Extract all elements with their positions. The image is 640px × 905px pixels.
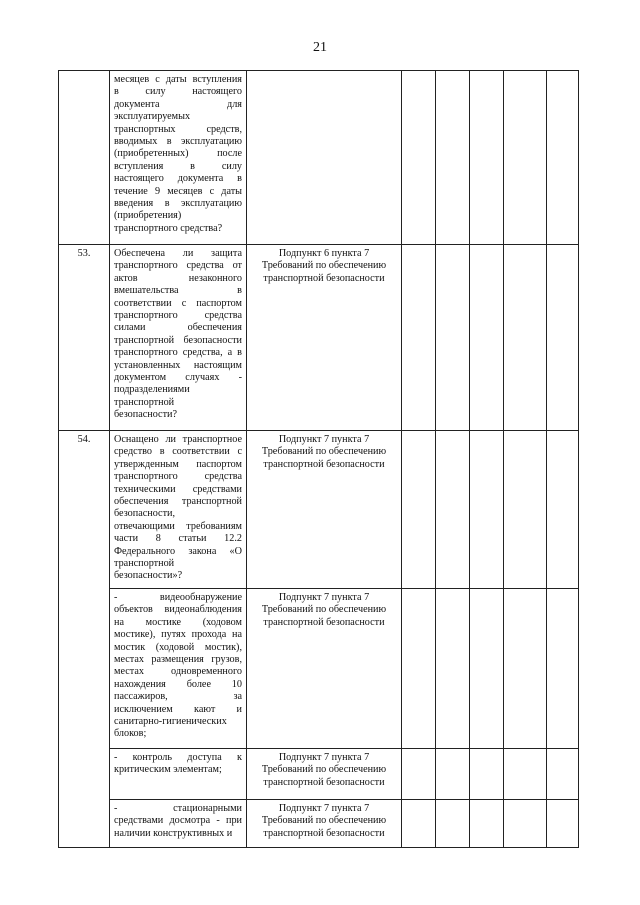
table-row bbox=[59, 589, 579, 749]
question-text-line: пассажиров, за bbox=[114, 691, 242, 703]
blank-cell bbox=[402, 71, 436, 245]
question-text-line: транспортного средства, а в bbox=[114, 347, 242, 359]
question-text-line: санитарно-гигиенических bbox=[114, 716, 227, 728]
question-text-line: вводимых в эксплуатацию bbox=[114, 136, 242, 148]
blank-cell bbox=[470, 71, 504, 245]
blank-cell bbox=[547, 589, 579, 749]
item-number: 53. bbox=[77, 248, 91, 259]
question-cell bbox=[110, 71, 247, 245]
question-text-line: введения в эксплуатацию bbox=[114, 198, 242, 210]
question-text-line: актов незаконного bbox=[114, 272, 242, 284]
blank-cell bbox=[470, 431, 504, 589]
question-text-line: подразделениями bbox=[114, 384, 190, 396]
question-text-line: безопасности, bbox=[114, 508, 176, 520]
blank-cell bbox=[402, 431, 436, 589]
blank-cell bbox=[504, 749, 547, 800]
blank-cell bbox=[504, 431, 547, 589]
blank-cell bbox=[402, 800, 436, 848]
question-cell bbox=[110, 749, 247, 800]
blank-cell bbox=[547, 71, 579, 245]
requirement-text-line: Требований по обеспечению bbox=[261, 446, 387, 458]
question-text-line: транспортной безопасности bbox=[114, 334, 242, 346]
question-cell bbox=[110, 431, 247, 589]
requirement-cell bbox=[247, 71, 402, 245]
question-text-line: - видеообнаружение bbox=[114, 592, 242, 603]
question-text-line: местах размещения грузов, bbox=[114, 654, 242, 666]
blank-cell bbox=[470, 589, 504, 749]
requirement-text-line: Подпункт 7 пункта 7 bbox=[278, 434, 370, 445]
requirements-checklist-table bbox=[58, 70, 579, 848]
requirement-text-line: Подпункт 7 пункта 7 bbox=[278, 592, 370, 603]
question-text-line: транспортного средства от bbox=[114, 260, 242, 272]
question-text-line: (приобретения) bbox=[114, 210, 182, 222]
question-text-line: транспортного средства bbox=[114, 310, 242, 322]
item-number-cell bbox=[59, 245, 110, 431]
blank-cell bbox=[402, 749, 436, 800]
blank-cell bbox=[436, 245, 470, 431]
requirement-cell bbox=[247, 749, 402, 800]
question-text-line: критическим элементам; bbox=[114, 764, 222, 776]
question-text-line: утвержденным паспортом bbox=[114, 458, 242, 470]
question-text-line: отвечающими требованиям bbox=[114, 520, 242, 532]
requirement-text-line: транспортной безопасности bbox=[263, 272, 385, 284]
item-number-cell bbox=[59, 71, 110, 245]
blank-cell bbox=[547, 800, 579, 848]
blank-cell bbox=[436, 749, 470, 800]
question-text-line: эксплуатируемых bbox=[114, 111, 191, 123]
question-text-line: вступления в силу bbox=[114, 160, 242, 172]
question-text-line: документа для bbox=[114, 98, 242, 110]
item-number: 54. bbox=[77, 434, 91, 445]
question-text-line: (приобретенных) после bbox=[114, 148, 242, 160]
question-text-line: мостик (ходовой мостик), bbox=[114, 641, 242, 653]
question-text-line: установленных настоящим bbox=[114, 359, 242, 371]
question-text-line: - контроль доступа к bbox=[114, 752, 242, 763]
question-text-line: месяцев с даты вступления bbox=[114, 74, 242, 85]
blank-cell bbox=[402, 589, 436, 749]
requirement-text-line: транспортной безопасности bbox=[263, 776, 385, 788]
question-text-line: в силу настоящего bbox=[114, 86, 242, 98]
question-text-line: нахождения более 10 bbox=[114, 678, 242, 690]
question-text-line: течение 9 месяцев с даты bbox=[114, 185, 242, 197]
question-text-line: вмешательства в bbox=[114, 285, 242, 297]
question-text-line: транспортной bbox=[114, 396, 175, 408]
requirement-text-line: Требований по обеспечению bbox=[261, 604, 387, 616]
table-row bbox=[59, 749, 579, 800]
requirement-text-line: транспортной безопасности bbox=[263, 616, 385, 628]
blank-cell bbox=[504, 71, 547, 245]
requirement-cell bbox=[247, 800, 402, 848]
question-text-line: Оснащено ли транспортное bbox=[114, 434, 242, 445]
blank-cell bbox=[436, 589, 470, 749]
question-text-line: наличии конструктивных и bbox=[114, 827, 233, 839]
question-text-line: безопасности»? bbox=[114, 570, 183, 582]
blank-cell bbox=[470, 749, 504, 800]
question-text-line: части 8 статьи 12.2 bbox=[114, 533, 242, 545]
blank-cell bbox=[504, 245, 547, 431]
question-text-line: исключением кают и bbox=[114, 703, 242, 715]
question-text-line: техническими средствами bbox=[114, 483, 242, 495]
requirement-text-line: Требований по обеспечению bbox=[261, 815, 387, 827]
blank-cell bbox=[504, 800, 547, 848]
question-text-line: документом случаях - bbox=[114, 372, 242, 384]
question-text-line: транспортного средства? bbox=[114, 222, 223, 234]
table-row bbox=[59, 800, 579, 848]
blank-cell bbox=[470, 800, 504, 848]
requirement-text-line: Подпункт 6 пункта 7 bbox=[278, 248, 370, 259]
requirement-cell bbox=[247, 245, 402, 431]
question-text-line: средствами досмотра - при bbox=[114, 815, 242, 827]
item-number-cell bbox=[59, 431, 110, 848]
table-row bbox=[59, 71, 579, 245]
question-text-line: соответствии с паспортом bbox=[114, 297, 242, 309]
requirement-text-line: Требований по обеспечению bbox=[261, 764, 387, 776]
blank-cell bbox=[504, 589, 547, 749]
blank-cell bbox=[547, 749, 579, 800]
blank-cell bbox=[402, 245, 436, 431]
question-text-line: настоящего документа в bbox=[114, 173, 242, 185]
question-cell bbox=[110, 245, 247, 431]
blank-cell bbox=[436, 71, 470, 245]
blank-cell bbox=[436, 431, 470, 589]
question-text-line: обеспечения транспортной bbox=[114, 496, 242, 508]
question-text-line: средство в соответствии с bbox=[114, 446, 242, 458]
requirement-text-line: Подпункт 7 пункта 7 bbox=[278, 803, 370, 814]
blank-cell bbox=[547, 245, 579, 431]
page-number: 21 bbox=[313, 40, 327, 55]
question-text-line: безопасности? bbox=[114, 409, 177, 421]
question-text-line: транспортной bbox=[114, 558, 175, 570]
blank-cell bbox=[547, 431, 579, 589]
question-text-line: блоков; bbox=[114, 728, 147, 740]
question-text-line: транспортных средств, bbox=[114, 123, 242, 135]
question-cell bbox=[110, 800, 247, 848]
question-text-line: на мостике (ходовом bbox=[114, 616, 242, 628]
question-cell bbox=[110, 589, 247, 749]
question-text-line: силами обеспечения bbox=[114, 322, 242, 334]
requirement-text-line: Подпункт 7 пункта 7 bbox=[278, 752, 370, 763]
question-text-line: Федерального закона «О bbox=[114, 545, 242, 557]
question-text-line: Обеспечена ли защита bbox=[114, 248, 242, 259]
question-text-line: объектов видеонаблюдения bbox=[114, 604, 242, 616]
question-text-line: местах одновременного bbox=[114, 666, 242, 678]
requirement-text-line: Требований по обеспечению bbox=[261, 260, 387, 272]
table-row bbox=[59, 431, 579, 589]
requirement-cell bbox=[247, 589, 402, 749]
requirement-text-line: транспортной безопасности bbox=[263, 458, 385, 470]
blank-cell bbox=[470, 245, 504, 431]
question-text-line: транспортного средства bbox=[114, 471, 242, 483]
requirement-text-line: транспортной безопасности bbox=[263, 827, 385, 839]
question-text-line: - стационарными bbox=[114, 803, 242, 814]
question-text-line: мостике), путях прохода на bbox=[114, 629, 242, 641]
requirement-cell bbox=[247, 431, 402, 589]
table-row bbox=[59, 245, 579, 431]
blank-cell bbox=[436, 800, 470, 848]
